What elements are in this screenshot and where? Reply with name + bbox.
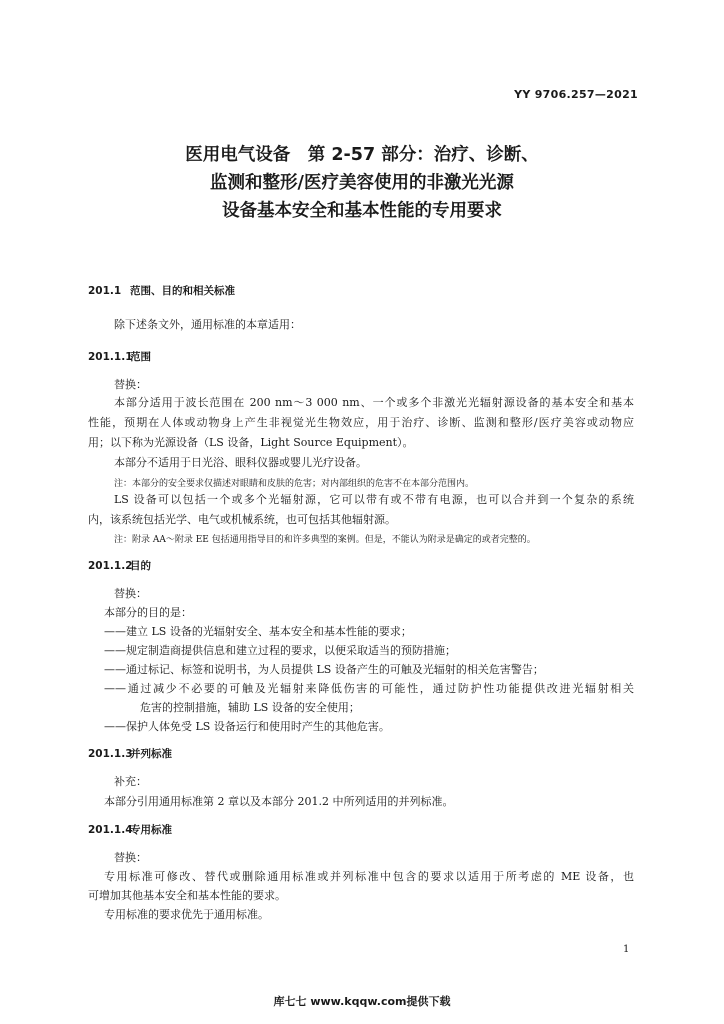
section-title: 范围 xyxy=(130,351,151,363)
section-number: 201.1.4 xyxy=(88,824,133,836)
list-item: ——保护人体免受 LS 设备运行和使用时产生的其他危害。 xyxy=(104,720,390,733)
section-title: 目的 xyxy=(130,560,151,572)
paragraph-line: 用；以下称为光源设备（LS 设备，Light Source Equipment）。 xyxy=(88,436,414,449)
section-title: 范围、目的和相关标准 xyxy=(130,285,235,297)
list-item: ——规定制造商提供信息和建立过程的要求，以便采取适当的预防措施； xyxy=(104,644,456,657)
replace-label: 替换： xyxy=(114,587,147,600)
list-item: ——建立 LS 设备的光辐射安全、基本安全和基本性能的要求； xyxy=(104,625,412,638)
replace-label: 替换： xyxy=(114,851,147,864)
document-title-line-1: 医用电气设备 第 2-57 部分：治疗、诊断、 xyxy=(185,145,539,165)
section-number: 201.1.2 xyxy=(88,560,133,572)
section-heading-201-1-4 xyxy=(88,822,172,837)
page-number: 1 xyxy=(623,944,630,955)
standard-number: YY 9706.257—2021 xyxy=(514,88,638,101)
section-title: 专用标准 xyxy=(130,824,172,836)
section-heading-201-1-2 xyxy=(88,558,151,573)
paragraph: 本部分引用通用标准第 2 章以及本部分 201.2 中所列适用的并列标准。 xyxy=(104,795,454,808)
paragraph: 本部分的目的是： xyxy=(104,606,192,619)
paragraph-line: 性能，预期在人体或动物身上产生非视觉光生物效应，用于治疗、诊断、监测和整形/医疗美容或动物应 xyxy=(88,416,634,429)
paragraph-line: 内，该系统包括光学、电气或机械系统，也可包括其他辐射源。 xyxy=(88,513,396,526)
document-title-line-3: 设备基本安全和基本性能的专用要求 xyxy=(222,201,502,221)
section-heading-201-1-1 xyxy=(88,349,151,364)
replace-label: 替换： xyxy=(114,378,147,391)
section-heading-201-1 xyxy=(88,283,235,298)
supplement-label: 补充： xyxy=(114,775,147,788)
list-item: ——通过减少不必要的可触及光辐射来降低伤害的可能性，通过防护性功能提供改进光辐射相关 xyxy=(104,682,634,695)
paragraph: 除下述条文外，通用标准的本章适用： xyxy=(114,318,301,331)
paragraph-line: 专用标准可修改、替代或删除通用标准或并列标准中包含的要求以适用于所考虑的 ME 设备，也 xyxy=(104,870,634,883)
section-heading-201-1-3 xyxy=(88,746,172,761)
paragraph-line: 本部分适用于波长范围在 200 nm～3 000 nm、一个或多个非激光光辐射源设备的基本安全和基本 xyxy=(114,396,634,409)
paragraph: 专用标准的要求优先于通用标准。 xyxy=(104,908,269,921)
paragraph-line: LS 设备可以包括一个或多个光辐射源，它可以带有或不带有电源，也可以合并到一个复杂的系统 xyxy=(114,493,634,506)
list-item-continuation: 危害的控制措施，辅助 LS 设备的安全使用； xyxy=(140,701,360,714)
section-number: 201.1.3 xyxy=(88,748,133,760)
paragraph-line: 可增加其他基本安全和基本性能的要求。 xyxy=(88,889,286,902)
note: 注：附录 AA～附录 EE 包括通用指导目的和许多典型的案例。但是，不能认为附录是确定的或者完整的。 xyxy=(114,535,536,545)
section-number: 201.1.1 xyxy=(88,351,133,363)
note: 注：本部分的安全要求仅描述对眼睛和皮肤的危害；对内部组织的危害不在本部分范围内。 xyxy=(114,479,475,489)
section-number: 201.1 xyxy=(88,285,122,297)
paragraph: 本部分不适用于日光浴、眼科仪器或婴儿光疗设备。 xyxy=(114,456,367,469)
list-item: ——通过标记、标签和说明书，为人员提供 LS 设备产生的可触及光辐射的相关危害警告； xyxy=(104,663,544,676)
document-title-line-2: 监测和整形/医疗美容使用的非激光光源 xyxy=(210,173,514,193)
download-source-text: 库七七 www.kqqw.com提供下载 xyxy=(273,995,451,1008)
section-title: 并列标准 xyxy=(130,748,172,760)
